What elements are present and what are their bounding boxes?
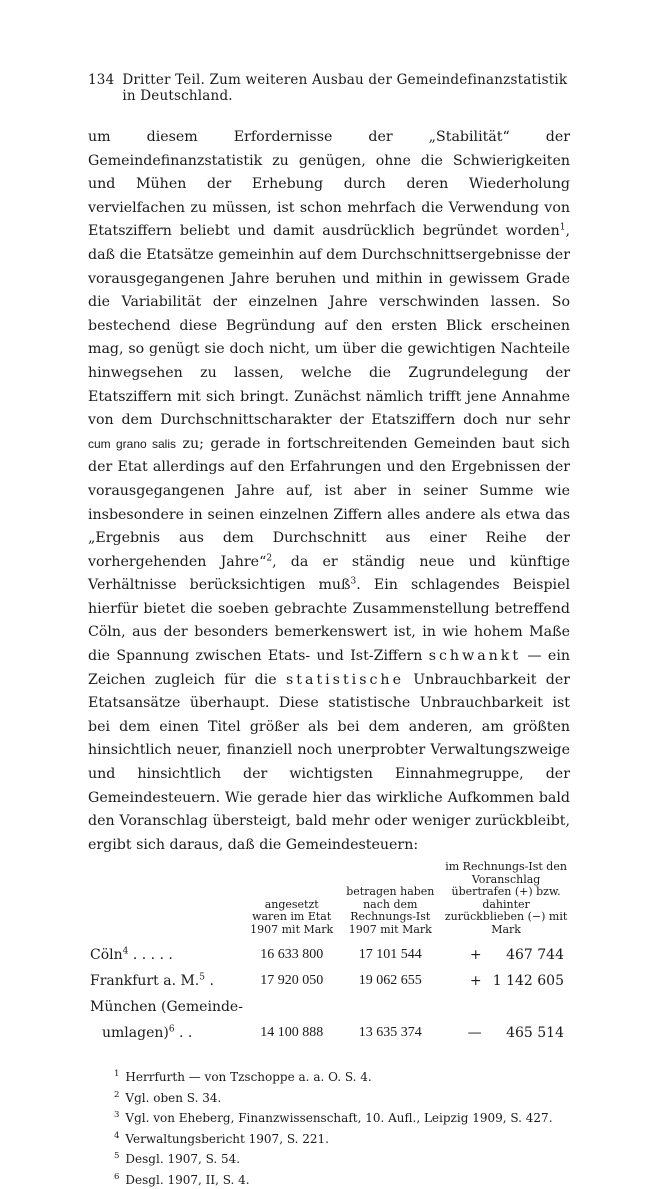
footnote: [114, 1169, 570, 1189]
footnote-ref-6: 6: [168, 1024, 175, 1035]
footnote-ref-1: 1: [559, 222, 566, 233]
footnote-ref-4: 4: [122, 946, 129, 957]
header-ist: betragen haben nach dem Rechnungs-Ist 1907 mit Mark: [346, 885, 435, 936]
table-row: [88, 1020, 570, 1046]
footnote-number: 3: [114, 1110, 120, 1121]
diff-value: 467 744: [506, 947, 564, 964]
emphasis-spaced: schwankt: [428, 648, 522, 665]
footnote-text: Desgl. 1907, II, S. 4.: [125, 1172, 250, 1187]
footnote-text: Vgl. oben S. 34.: [125, 1090, 222, 1105]
city-cell-continued: [88, 1020, 245, 1046]
text-segment: um diesem Erfordernisse der „Stabilität“ der Gemeindefinanzstatistik zu genügen, ohne die Schwierigkeiten und Mühen der Erhebung durch deren Wiederholung vervielfachen zu müssen, ist schon mehrfach die Verwendung von Etatsziffern beliebt und damit ausdrücklich begründet worden: [88, 129, 570, 240]
footnote-ref-5: 5: [199, 972, 205, 983]
text-segment: , da er ständig neue und künftige Verhältnisse berücksichtigen muß: [88, 553, 570, 594]
table-header-row: [88, 861, 570, 942]
diff-sign: —: [467, 1025, 482, 1042]
text-segment: . Ein schlagendes Beispiel hierfür bietet die soeben gebrachte Zusammenstellung betreffend Cöln, aus der besonders bemerkenswert ist, in wie hohem Maße die Spannung zwischen Etats- und Ist-Ziffern: [88, 577, 570, 665]
city-name: München (Gemeinde-: [90, 999, 243, 1016]
footnote: [114, 1087, 570, 1108]
footnote: [114, 1066, 570, 1087]
tax-comparison-table: [88, 861, 570, 1046]
leader-dots: . . . . .: [128, 947, 173, 964]
body-paragraph: [88, 126, 570, 857]
text-segment: zu; gerade in fortschreitenden Gemeinden baut sich der Etat allerdings auf den Erfahrungen und den Ergebnissen der vorausgegangenen Jahre auf, ist aber in seiner Summe wie insbesondere in seinen einzelnen Ziffern alles andere als etwa das „Ergebnis aus dem Durchschnitt aus einer Reihe der vorhergehenden Jahre“: [88, 435, 570, 570]
footnote-ref-2: 2: [266, 552, 273, 563]
leader-dots: . .: [174, 1025, 193, 1042]
paragraph-text: [88, 126, 570, 857]
header-empty: [88, 861, 245, 942]
footnotes: [88, 1066, 570, 1189]
emphasis-spaced: statistische: [286, 671, 404, 688]
diff-sign: +: [469, 973, 482, 990]
city-cell: [88, 942, 245, 968]
city-name: umlagen): [102, 1025, 169, 1042]
ist-value: 13 635 374: [358, 1025, 422, 1041]
footnote-text: Desgl. 1907, S. 54.: [125, 1152, 241, 1167]
footnote-text: Verwaltungsbericht 1907, S. 221.: [125, 1131, 329, 1146]
city-name: Cöln: [90, 947, 123, 964]
footnote-number: 2: [114, 1089, 120, 1100]
footnote-text: Vgl. von Eheberg, Finanzwissenschaft, 10. Aufl., Leipzig 1909, S. 427.: [125, 1111, 553, 1126]
city-name: Frankfurt a. M.: [90, 973, 200, 990]
footnote: [114, 1107, 570, 1128]
footnote-ref-3: 3: [350, 576, 357, 587]
page: [88, 72, 570, 1189]
running-header: [88, 72, 570, 104]
footnote: [114, 1148, 570, 1169]
text-segment: Unbrauchbarkeit der Etatsansätze überhaupt. Diese statistische Unbrauchbarkeit ist bei dem einen Titel größer als bei dem anderen, am größten hinsichtlich neuer, finanziell noch unerprobter Verwaltungszweige und hinsichtlich der wichtigsten Einnahmegruppe, der Gemeindesteuern. Wie gerade hier das wirkliche Aufkommen bald den Voranschlag übersteigt, bald mehr oder weniger zurückbleibt, ergibt sich daraus, daß die Gemeindesteuern:: [88, 671, 570, 853]
footnote-text: Herrfurth — von Tzschoppe a. a. O. S. 4.: [125, 1070, 372, 1085]
page-number: 134: [88, 72, 115, 88]
ist-value: 19 062 655: [358, 973, 422, 989]
footnote-number: 1: [114, 1069, 120, 1080]
footnote-number: 5: [114, 1151, 120, 1162]
diff-value: 1 142 605: [492, 973, 564, 990]
table-row: [88, 942, 570, 968]
diff-value: 465 514: [506, 1025, 564, 1042]
etat-value: 17 920 050: [260, 973, 324, 989]
ist-value: 17 101 544: [358, 947, 422, 963]
etat-value: 16 633 800: [260, 947, 324, 963]
footnote: [114, 1128, 570, 1149]
table-row: [88, 968, 570, 994]
header-etat: angesetzt waren im Etat 1907 mit Mark: [250, 897, 334, 936]
footnote-number: 6: [114, 1171, 120, 1182]
header-difference: im Rechnungs-Ist den Voranschlag übertrafen (+) bzw. dahinter zurückblieben (−) mit Mark: [444, 860, 568, 936]
running-title: Dritter Teil. Zum weiteren Ausbau der Gemeindefinanzstatistik in Deutschland.: [122, 72, 568, 104]
diff-sign: +: [469, 947, 482, 964]
text-segment: — ein Zeichen zugleich für die: [88, 648, 571, 688]
latin-phrase: cum grano salis: [88, 436, 176, 451]
table-row: [88, 994, 570, 1020]
footnote-number: 4: [114, 1130, 120, 1141]
etat-value: 14 100 888: [260, 1025, 324, 1041]
leader-dots: .: [205, 973, 214, 990]
text-segment: , daß die Etatsätze gemeinhin auf dem Durchschnittsergebnisse der vorausgegangenen Jahre beruhen und mithin in gewissem Grade die Variabilität der einzelnen Jahre verschwinden lassen. So bestechend diese Begründung auf den ersten Blick erscheinen mag, so genügt sie doch nicht, um über die gewichtigen Nachteile hinwegsehen zu lassen, welche die Zugrundelegung der Etatsziffern mit sich bringt. Zunächst nämlich trifft jene Annahme von dem Durchschnittscharakter der Etatsziffern doch nur sehr: [88, 223, 570, 429]
city-cell: [88, 994, 245, 1020]
city-cell: [88, 968, 245, 994]
